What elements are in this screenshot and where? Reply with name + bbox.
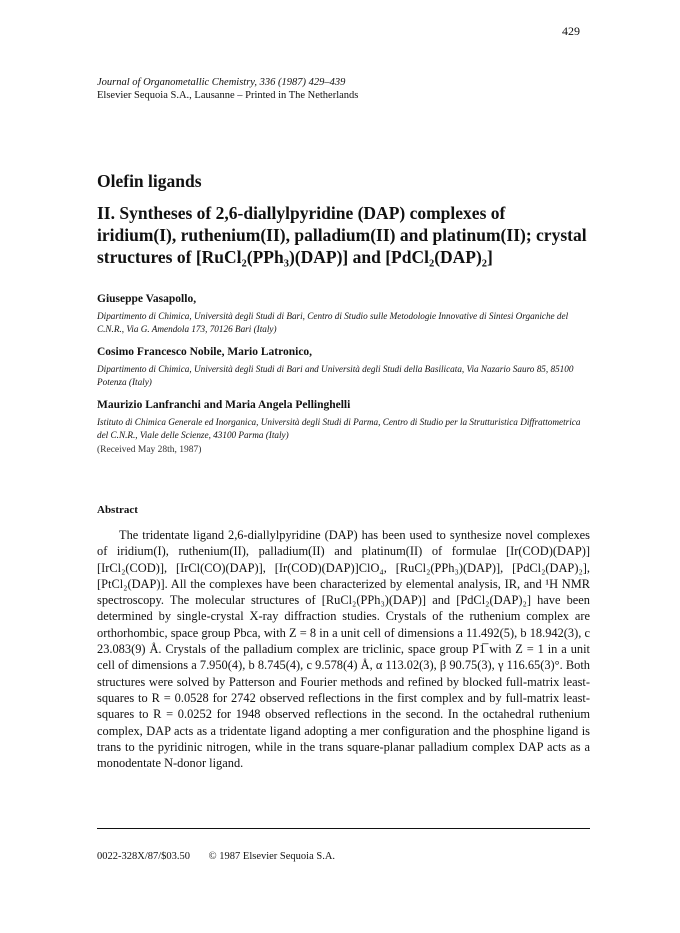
paper-title (97, 170, 587, 268)
footer (97, 851, 335, 862)
footer-rule (97, 828, 590, 829)
author-affiliation: Istituto di Chimica Generale ed Inorganica, Università degli Studi di Parma, Centro di Studio per la Strutturistica Diffrattometrica del C.N.R., Viale delle Scienze, 43100 Parma (Italy) (97, 417, 581, 440)
title-main: II. Syntheses of 2,6-diallylpyridine (DAP) complexes of iridium(I), ruthenium(II), palladium(II) and platinum(II); crystal structures of [RuCl₂(PPh₃)(DAP)] and [PdCl₂(DAP)₂] (97, 203, 587, 267)
author-affiliation: Dipartimento di Chimica, Università degli Studi di Bari, Centro di Studio sulle Metodologie Innovative di Sintesi Organiche del C.N.R., Via G. Amendola 173, 70126 Bari (Italy) (97, 311, 569, 334)
abstract-heading: Abstract (97, 504, 138, 516)
journal-citation: Journal of Organometallic Chemistry, 336 (1987) 429–439 (97, 77, 346, 88)
author-block (97, 292, 589, 335)
received-date: (Received May 28th, 1987) (97, 445, 202, 455)
page-number: 429 (562, 24, 580, 38)
author-name: Cosimo Francesco Nobile, Mario Latronico, (97, 346, 313, 358)
author-block (97, 398, 589, 455)
journal-header (97, 76, 358, 102)
article-code: 0022-328X/87/$03.50 (97, 851, 191, 862)
author-affiliation: Dipartimento di Chimica, Università degli Studi di Bari and Università degli Studi della Basilicata, Via Nazario Sauro 85, 85100 Potenza (Italy) (97, 364, 574, 387)
copyright: © 1987 Elsevier Sequoia S.A. (208, 851, 336, 862)
author-name: Giuseppe Vasapollo, (97, 293, 197, 305)
abstract-text: The tridentate ligand 2,6-diallylpyridine (DAP) has been used to synthesize novel complexes of iridium(I), ruthenium(II), palladium(II) and platinum(II) of formulae [Ir(COD)(DAP)][IrCl₂(COD)], [IrCl(CO)(DAP)], [Ir(COD)(DAP)]ClO₄, [RuCl₂(PPh₃)(DAP)], [PdCl₂(DAP)₂], [PtCl₂(DAP)]. All the complexes have been characterized by elemental analysis, IR, and ¹H NMR spectroscopy. The molecular structures of [RuCl₂(PPh₃)(DAP)] and [PdCl₂(DAP)₂] have been determined by single-crystal X-ray diffraction studies. Crystals of the ruthenium complex are orthorhombic, space group Pbca, with Z = 8 in a unit cell of dimensions a 11.492(5), b 18.942(3), c 23.083(9) Å. Crystals of the palladium complex are triclinic, space group P1̅ with Z = 1 in a unit cell of dimensions a 7.950(4), b 8.745(4), c 9.578(4) Å, α 113.02(3), β 90.75(3), γ 116.65(3)°. Both structures were solved by Patterson and Fourier methods and refined by blocked full-matrix least-squares to R = 0.0528 for 2742 observed reflections in the first complex and by full-matrix least-squares to R = 0.0252 for 1948 observed reflections in the second. In the octahedral ruthenium complex, DAP acts as a tridentate ligand adopting a mer configuration and the phosphine ligand is trans to the pyridinic nitrogen, while in the trans square-planar palladium complex DAP acts as a monodentate N-donor ligand. (97, 528, 590, 771)
title-series: Olefin ligands (97, 171, 202, 191)
author-name: Maurizio Lanfranchi and Maria Angela Pellinghelli (97, 399, 351, 411)
author-block (97, 345, 589, 388)
publisher-line: Elsevier Sequoia S.A., Lausanne – Printed in The Netherlands (97, 90, 359, 101)
author-list (97, 292, 589, 465)
